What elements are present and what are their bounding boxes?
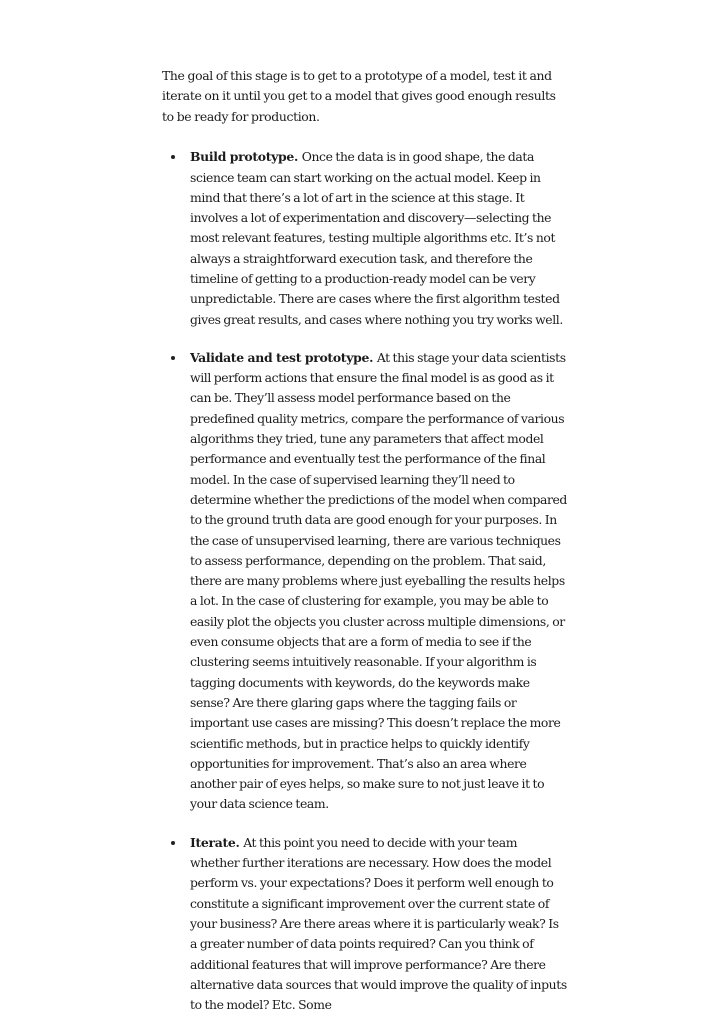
- bullet-icon: [171, 155, 175, 159]
- list-item-validate-test: [162, 348, 568, 815]
- bullet-icon: [171, 841, 175, 845]
- bullet-icon: [171, 356, 175, 360]
- item-text: At this point you need to decide with your team whether further iterations are necessary. How does the model perform vs. your expectations? Does it perform well enough to constitute a significant improvement over the current state of your business? Are there areas where it is particularly weak? Is a greater number of data points required? Can you think of additional features that will improve performance? Are there alternative data sources that would improve the quality of inputs to the model? Etc. Some: [190, 834, 567, 1013]
- item-text: At this stage your data scientists will perform actions that ensure the final model is as good as it can be. They’ll assess model performance based on the predefined quality metrics, compare the performance of various algorithms they tried, tune any parameters that affect model performance and eventually test the performance of the final model. In the case of supervised learning they’ll need to determine whether the predictions of the model when compared to the ground truth data are good enough for your purposes. In the case of unsupervised learning, there are various techniques to assess performance, depending on the problem. That said, there are many problems where just eyeballing the results helps a lot. In the case of clustering for example, you may be able to easily plot the objects you cluster across multiple dimensions, or even consume objects that are a form of media to see if the clustering seems intuitively reasonable. If your algorithm is tagging documents with keywords, do the keywords make sense? Are there glaring gaps where the tagging fails or important use cases are missing? This doesn’t replace the more scientific methods, but in practice helps to quickly identify opportunities for improvement. That’s also an area where another pair of eyes helps, so make sure to not just leave it to your data science team.: [190, 349, 567, 812]
- list-item-build-prototype: [162, 147, 568, 330]
- intro-paragraph: The goal of this stage is to get to a prototype of a model, test it and iterate on it until you get to a model that gives good enough results to be ready for production.: [162, 68, 556, 124]
- stage-steps-list: [162, 147, 724, 1015]
- list-item-iterate: [162, 833, 568, 1016]
- item-term: Validate and test prototype.: [190, 349, 377, 365]
- item-term: Iterate.: [190, 834, 244, 850]
- item-text: Once the data is in good shape, the data science team can start working on the actual model. Keep in mind that there’s a lot of art in the science at this stage. It involves a lot of experimentation and discovery—selecting the most relevant features, testing multiple algorithms etc. It’s not always a straightforward execution task, and therefore the timeline of getting to a production-ready model can be very unpredictable. There are cases where the first algorithm tested gives great results, and cases where nothing you try works well.: [190, 149, 563, 327]
- item-term: Build prototype.: [190, 149, 302, 165]
